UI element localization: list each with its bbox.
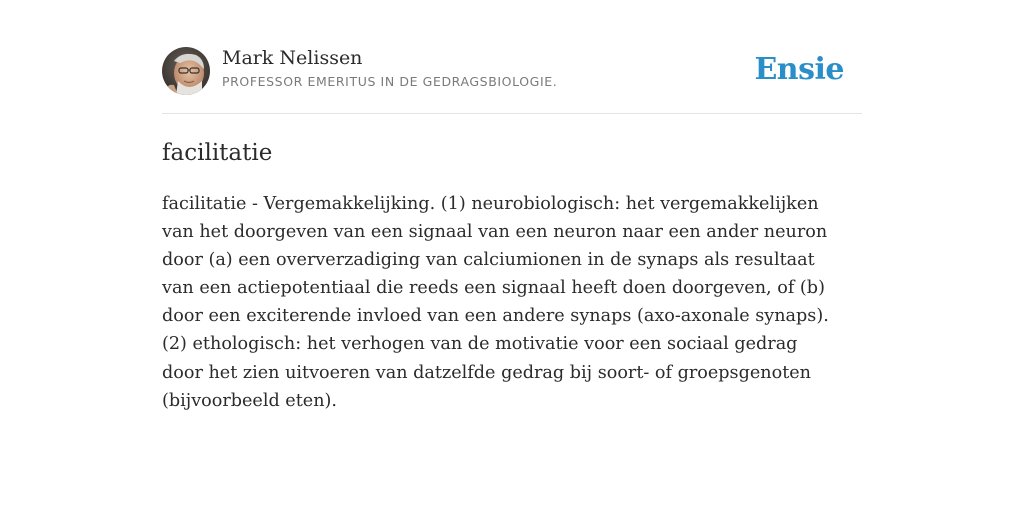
entry-title: facilitatie — [162, 140, 273, 166]
author-avatar[interactable] — [162, 47, 210, 95]
brand-logo[interactable]: Ensie — [754, 52, 844, 87]
entry-definition: facilitatie - Vergemakkelijking. (1) neurobiologisch: het vergemakkelijken van het doorgeven van een signaal van een neuron naar een ander neuron door (a) een oververzadiging van calciumionen in de synaps als resultaat van een actiepotentiaal die reeds een signaal heeft doen doorgeven, of (b) door een exciterende invloed van een andere synaps (axo-axonale synaps). (2) ethologisch: het verhogen van de motivatie voor een sociaal gedrag door het zien uitvoeren van datzelfde gedrag bij soort- of groepsgenoten (bijvoorbeeld eten). — [162, 194, 829, 411]
author-role: PROFESSOR EMERITUS IN DE GEDRAGSBIOLOGIE. — [222, 74, 558, 89]
author-header — [162, 46, 862, 96]
avatar-portrait-icon — [162, 47, 210, 95]
header-divider — [162, 113, 862, 114]
author-name[interactable]: Mark Nelissen — [222, 47, 363, 69]
